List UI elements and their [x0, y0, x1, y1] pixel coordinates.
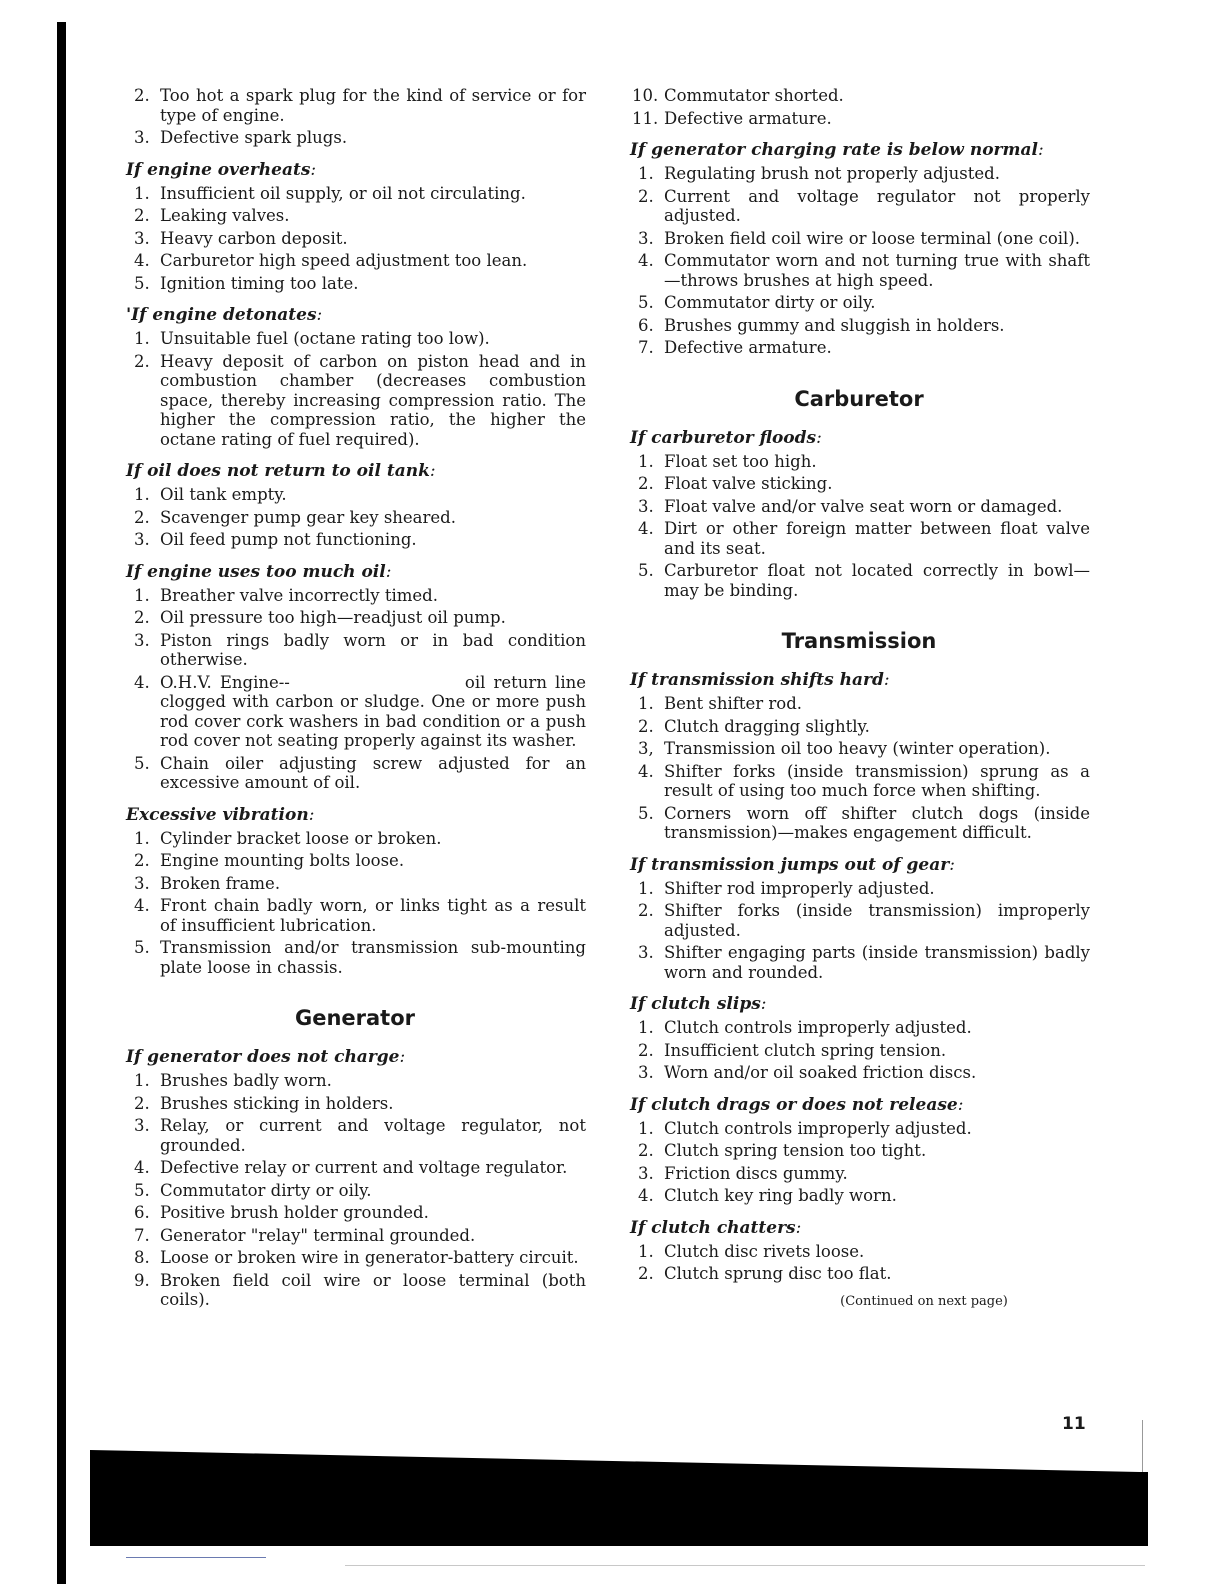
left-column: [124, 86, 586, 1320]
oil-not-return-group: [124, 459, 586, 550]
engine-uses-oil-group: [124, 560, 586, 793]
group-heading: If generator does not charge:: [126, 1047, 406, 1067]
list-item: 8. Loose or broken wire in generator-battery circuit.: [134, 1248, 579, 1267]
intro-list: [124, 86, 586, 148]
list-item: 10. Commutator shorted.: [632, 86, 844, 105]
list-item: 11. Defective armature.: [632, 108, 832, 128]
list-item: 1. Float set too high.: [638, 451, 817, 471]
list-item: 5. Ignition timing too late.: [134, 273, 359, 293]
list-item: 2. Shifter forks (inside transmission) improperly adjusted.: [638, 901, 1090, 940]
list-item: 6. Brushes gummy and sluggish in holders.: [638, 315, 1005, 335]
excessive-vibration-group: [124, 803, 586, 978]
list-item: 1. Shifter rod improperly adjusted.: [638, 878, 935, 898]
list-item: 2. Float valve sticking.: [638, 474, 833, 493]
engine-detonates-group: [124, 303, 586, 449]
right-column: [628, 86, 1090, 1309]
group-heading: If generator charging rate is below normal:: [630, 140, 1044, 160]
list-item: 5. Commutator dirty or oily.: [134, 1180, 372, 1200]
list-item: 4. Shifter forks (inside transmission) sprung as a result of using too much force when shifting.: [638, 761, 1090, 800]
list-item: 3. Relay, or current and voltage regulator, not grounded.: [134, 1116, 586, 1155]
list-item: 1. Insufficient oil supply, or oil not circulating.: [134, 183, 526, 203]
list-item: 3. Oil feed pump not functioning.: [134, 530, 417, 549]
group-heading: If clutch drags or does not release:: [630, 1094, 964, 1115]
group-heading: If oil does not return to oil tank:: [126, 461, 436, 481]
section-title-transmission: Transmission: [781, 629, 937, 653]
list-item: 3. Shifter engaging parts (inside transmission) badly worn and rounded.: [638, 943, 1090, 982]
list-item: 9. Broken field coil wire or loose terminal (both coils).: [134, 1270, 586, 1309]
list-item: 4. Front chain badly worn, or links tight as a result of insufficient lubrication.: [134, 896, 586, 935]
footer-rule: [345, 1565, 1145, 1566]
list-item: 7. Generator "relay" terminal grounded.: [134, 1225, 476, 1245]
list-item: 5. Corners worn off shifter clutch dogs (inside transmission)—makes engagement difficult.: [638, 803, 1090, 842]
clutch-drags-group: [628, 1093, 1090, 1206]
group-heading: If engine uses too much oil:: [126, 561, 392, 582]
list-item: 3. Float valve and/or valve seat worn or damaged.: [638, 496, 1063, 516]
list-item: 1. Regulating brush not properly adjusted.: [638, 164, 1000, 183]
footer-band-shape: [90, 1446, 1148, 1546]
list-item: 2. Clutch sprung disc too flat.: [638, 1264, 892, 1283]
list-item: 5. Chain oiler adjusting screw adjusted for an excessive amount of oil.: [134, 753, 586, 792]
list-item: 2. Engine mounting bolts loose.: [134, 851, 405, 870]
list-item: 1. Brushes badly worn.: [134, 1071, 332, 1090]
list-item: 2. Too hot a spark plug for the kind of service or for type of engine.: [134, 86, 586, 125]
list-item: 1. Clutch controls improperly adjusted.: [638, 1118, 972, 1138]
list-item: 1. Clutch disc rivets loose.: [638, 1241, 865, 1261]
list-item: 2. Clutch dragging slightly.: [638, 716, 870, 736]
section-title-carburetor: Carburetor: [794, 386, 924, 411]
footer-rule: [126, 1557, 266, 1558]
list-item: 2. Brushes sticking in holders.: [134, 1093, 394, 1113]
list-item: 3. Heavy carbon deposit.: [134, 228, 348, 248]
intro-list: [628, 86, 1090, 128]
binding-edge-bar: [57, 22, 66, 1584]
group-heading: If transmission jumps out of gear:: [630, 854, 955, 875]
list-item: 6. Positive brush holder grounded.: [134, 1203, 429, 1222]
list-item: 1. Breather valve incorrectly timed.: [134, 585, 438, 605]
clutch-slips-group: [628, 992, 1090, 1083]
group-heading: If clutch chatters:: [630, 1217, 802, 1238]
list-item: 7. Defective armature.: [638, 338, 832, 357]
list-item: 4. Clutch key ring badly worn.: [638, 1186, 897, 1205]
list-item: 5. Carburetor float not located correctly in bowl— may be binding.: [638, 561, 1090, 600]
list-item: 1. Oil tank empty.: [134, 485, 287, 504]
list-item: 2. Insufficient clutch spring tension.: [638, 1040, 947, 1060]
group-heading: If engine overheats:: [126, 159, 317, 180]
list-item: 3. Broken field coil wire or loose terminal (one coil).: [638, 228, 1081, 248]
list-item: 2. Clutch spring tension too tight.: [638, 1141, 927, 1160]
list-item: 1. Clutch controls improperly adjusted.: [638, 1018, 972, 1037]
list-item: 5. Transmission and/or transmission sub-mounting plate loose in chassis.: [134, 938, 586, 977]
list-item: 3. Defective spark plugs.: [134, 128, 348, 147]
transmission-shifts-hard-group: [628, 668, 1090, 843]
list-item: 3. Broken frame.: [134, 873, 281, 893]
list-item: 3. Friction discs gummy.: [638, 1163, 848, 1183]
list-item: 3. Worn and/or oil soaked friction discs.: [638, 1063, 977, 1082]
list-item: 4. Commutator worn and not turning true with shaft —throws brushes at high speed.: [638, 251, 1090, 290]
charging-below-normal-group: [628, 138, 1090, 358]
group-heading: Excessive vibration:: [126, 804, 315, 825]
transmission-jumps-gear-group: [628, 853, 1090, 983]
list-item: 4. O.H.V. Engine-- oil return line clogged with carbon or sludge. One or more push rod cover cork washers in bad condition or a push rod cover not seating properly against its washer.: [134, 672, 586, 750]
list-item: 4. Dirt or other foreign matter between float valve and its seat.: [638, 519, 1090, 558]
list-item: 1. Unsuitable fuel (octane rating too low).: [134, 329, 490, 348]
engine-overheats-group: [124, 158, 586, 294]
group-heading: 'If engine detonates:: [126, 305, 323, 325]
group-heading: If transmission shifts hard:: [630, 670, 890, 690]
continued-note: (Continued on next page): [840, 1293, 1008, 1309]
list-item: 5. Commutator dirty or oily.: [638, 293, 876, 312]
list-item: 3. Piston rings badly worn or in bad condition otherwise.: [134, 630, 586, 669]
list-item: 2. Leaking valves.: [134, 206, 290, 225]
list-item: 1. Bent shifter rod.: [638, 694, 803, 713]
page-number: 11: [1062, 1414, 1086, 1434]
list-item: 4. Carburetor high speed adjustment too lean.: [134, 251, 528, 270]
list-item: 2. Oil pressure too high—readjust oil pump.: [134, 608, 506, 627]
section-title-generator: Generator: [294, 1006, 416, 1030]
list-item: 4. Defective relay or current and voltage regulator.: [134, 1158, 568, 1177]
list-item: 2. Heavy deposit of carbon on piston head and in combustion chamber (decreases combustion space, thereby increasing compression ratio. The higher the compression ratio, the higher the octane rating of fuel required).: [134, 351, 586, 449]
list-item: 2. Current and voltage regulator not properly adjusted.: [638, 186, 1090, 225]
footer-black-band: [90, 1446, 1148, 1546]
list-item: 3, Transmission oil too heavy (winter operation).: [638, 739, 1051, 758]
list-item: 2. Scavenger pump gear key sheared.: [134, 507, 456, 527]
list-item: 1. Cylinder bracket loose or broken.: [134, 828, 442, 848]
group-heading: If carburetor floods:: [630, 427, 822, 448]
carburetor-floods-group: [628, 426, 1090, 601]
generator-no-charge-group: [124, 1045, 586, 1310]
clutch-chatters-group: [628, 1216, 1090, 1284]
group-heading: If clutch slips:: [630, 994, 767, 1014]
